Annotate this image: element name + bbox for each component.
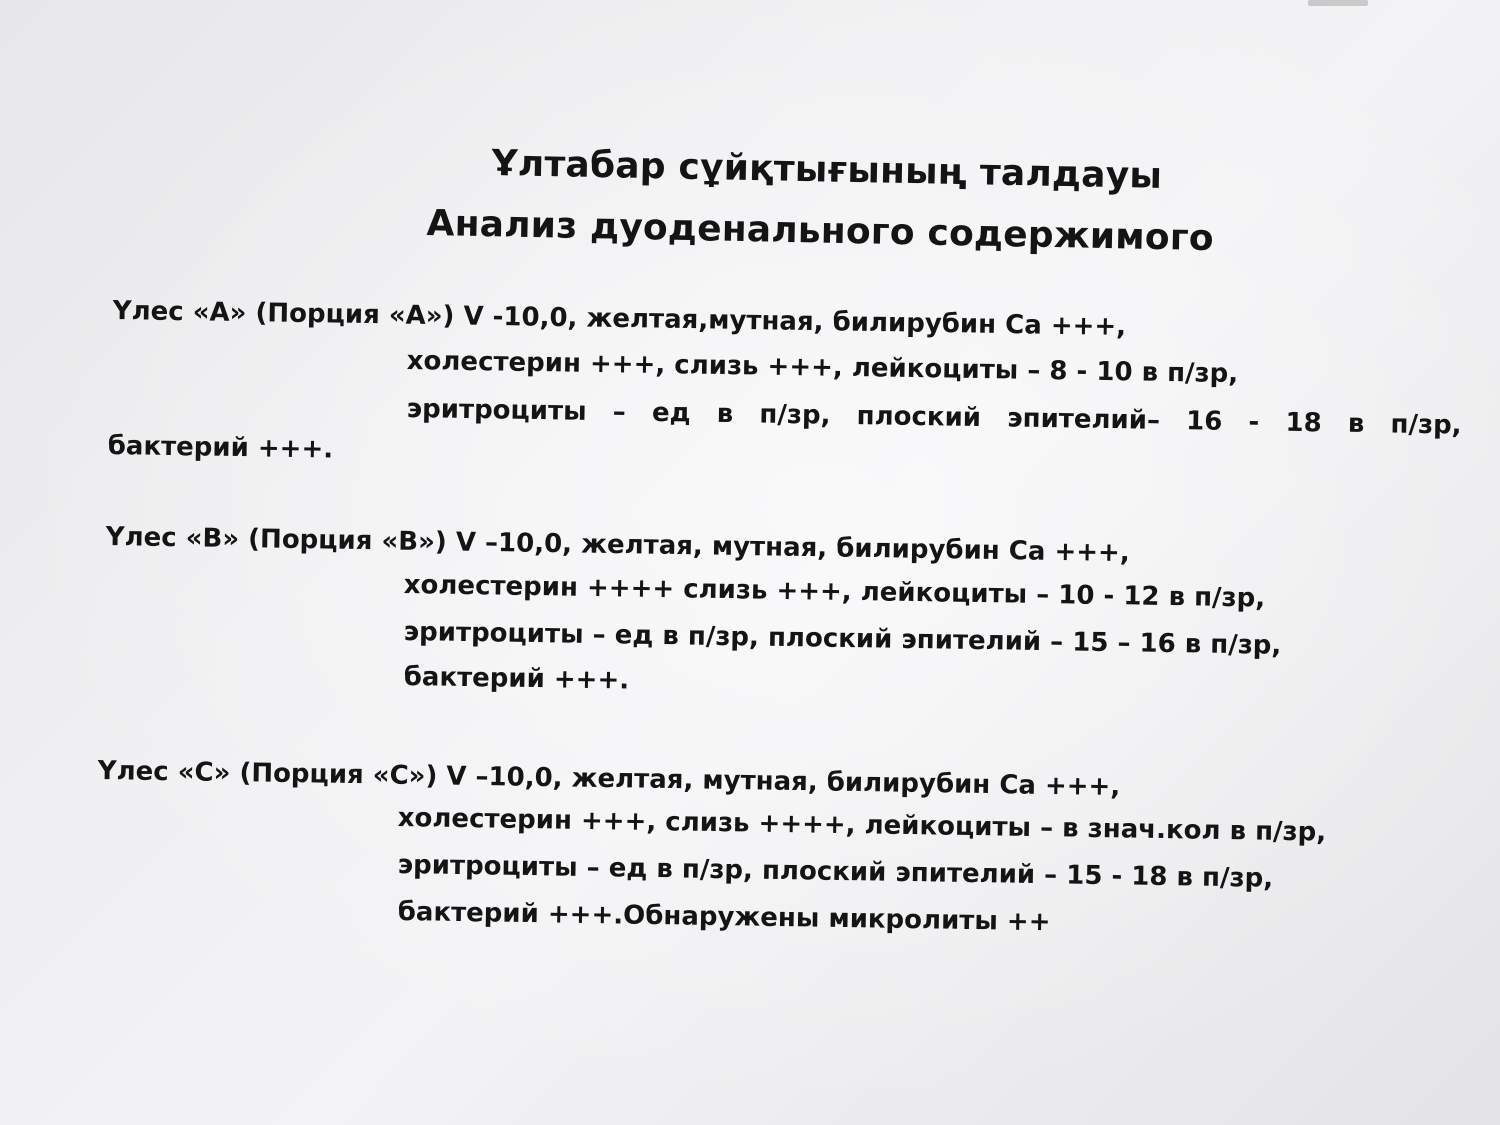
title-kazakh: Ұлтабар сұйқтығының талдауы — [491, 143, 1163, 197]
portion-a-line-3-word: в — [1347, 408, 1365, 440]
portion-a-line-3-word: 18 — [1285, 407, 1322, 439]
portion-c-line-1: Үлес «С» (Порция «С») V –10,0, желтая, мутная, билирубин Са +++, — [97, 756, 1121, 803]
portion-a-line-3-word: эпителий– — [1006, 403, 1161, 436]
portion-a-line-3-word: ед — [651, 397, 691, 429]
portion-a-line-3-word: в — [716, 398, 734, 430]
paper-mark — [1308, 0, 1368, 6]
portion-a-line-2: холестерин +++, слизь +++, лейкоциты – 8 - 10 в п/зр, — [406, 346, 1239, 390]
portion-a-line-1: Үлес «А» (Порция «А») V -10,0, желтая,мутная, билирубин Са +++, — [112, 296, 1127, 342]
portion-a-line-4: бактерий +++. — [107, 431, 334, 465]
portion-a-line-3-word: 16 — [1185, 406, 1223, 437]
portion-a-line-3-word: - — [1248, 407, 1260, 438]
portion-c-line-2: холестерин +++, слизь ++++, лейкоциты – в знач.кол в п/зр, — [397, 803, 1327, 848]
portion-b-line-3: эритроциты – ед в п/зр, плоский эпителий – 15 – 16 в п/зр, — [403, 617, 1282, 661]
portion-b-line-4: бактерий +++. — [403, 662, 630, 696]
title-russian: Анализ дуоденального содержимого — [426, 203, 1215, 260]
portion-c-line-3: эритроциты – ед в п/зр, плоский эпителий – 15 - 18 в п/зр, — [397, 850, 1274, 894]
portion-a-line-3-word: п/зр, — [1390, 409, 1462, 441]
portion-a-line-3-word: плоский — [856, 401, 982, 434]
portion-a-line-3-word: п/зр, — [759, 399, 831, 431]
portion-a-line-3-word: – — [612, 397, 627, 428]
portion-a-line-3 — [407, 394, 1462, 441]
portion-a-line-3-word: эритроциты — [406, 394, 587, 427]
portion-b-line-1: Үлес «В» (Порция «В») V –10,0, желтая, мутная, билирубин Са +++, — [105, 522, 1130, 569]
portion-c-line-4: бактерий +++.Обнаружены микролиты ++ — [397, 897, 1051, 938]
portion-b-line-2: холестерин ++++ слизь +++, лейкоциты – 10 - 12 в п/зр, — [403, 570, 1266, 614]
